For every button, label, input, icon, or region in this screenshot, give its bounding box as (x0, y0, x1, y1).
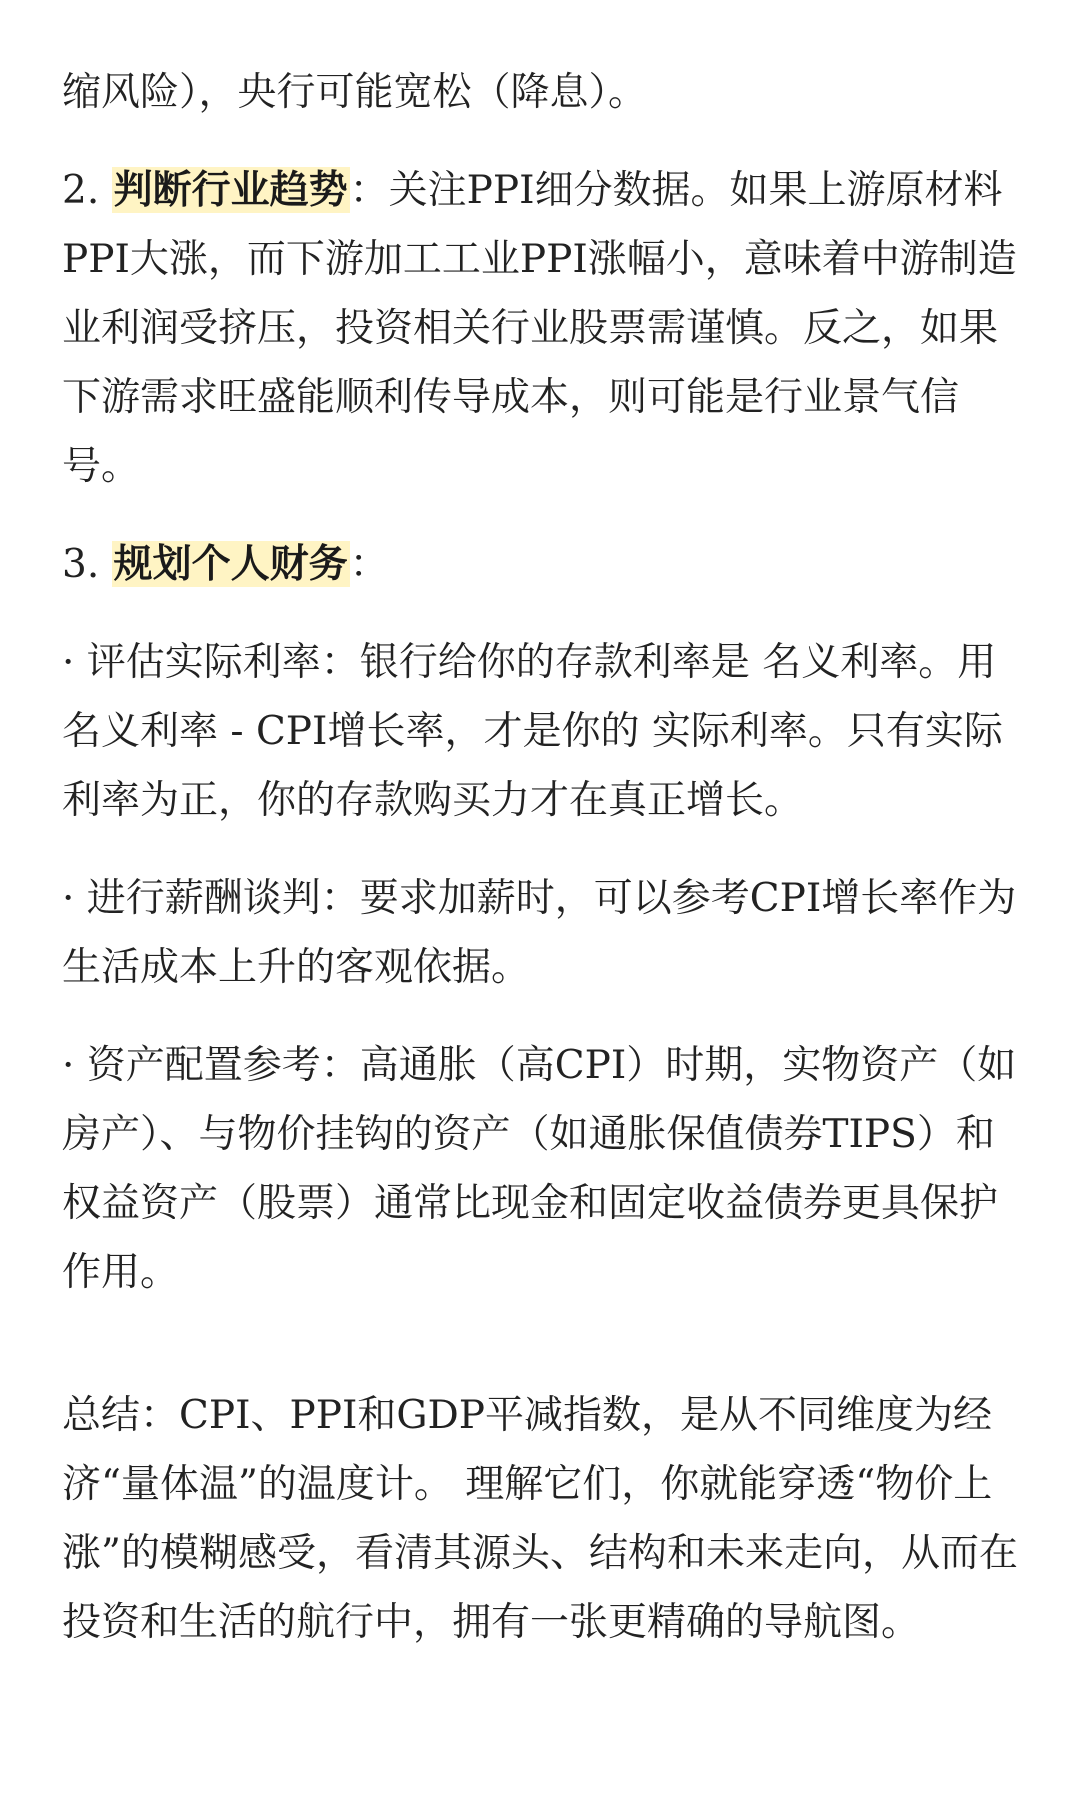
paragraph-personal-finance-heading (62, 530, 1028, 599)
paragraph-summary: 总结：CPI、PPI和GDP平减指数，是从不同维度为经济“量体温”的温度计。 理解它们，你就能穿透“物价上涨”的模糊感受，看清其源头、结构和未来走向，从而在投资和生活的航行中，拥有一张更精确的导航图。 (62, 1393, 1018, 1645)
highlight-heading-industry-trend: 判断行业趋势 (113, 167, 348, 213)
heading-colon: ： (349, 542, 389, 587)
heading-colon: ： (349, 168, 389, 213)
highlight-heading-personal-finance: 规划个人财务 (113, 541, 348, 587)
item-number: 2. (62, 168, 112, 213)
bullet-asset-allocation: · 资产配置参考：高通胀（高CPI）时期，实物资产（如房产）、与物价挂钩的资产（如通胀保值债券TIPS）和权益资产（股票）通常比现金和固定收益债券更具保护作用。 (62, 1043, 1017, 1295)
article-body (62, 58, 1028, 1686)
industry-trend-text: 关注PPI细分数据。如果上游原材料PPI大涨，而下游加工工业PPI涨幅小，意味着中游制造业利润受挤压，投资相关行业股票需谨慎。反之，如果下游需求旺盛能顺利传导成本，则可能是行业景气信号。 (62, 168, 1017, 489)
item-number: 3. (62, 542, 112, 587)
bullet-salary-negotiation: · 进行薪酬谈判：要求加薪时，可以参考CPI增长率作为生活成本上升的客观依据。 (62, 876, 1017, 990)
paragraph-risk-continuation: 缩风险），央行可能宽松（降息）。 (62, 70, 648, 115)
bullet-real-interest-rate: · 评估实际利率：银行给你的存款利率是 名义利率。用 名义利率 - CPI增长率，才是你的 实际利率。只有实际利率为正，你的存款购买力才在真正增长。 (62, 640, 1003, 823)
paragraph-industry-trend (62, 156, 1028, 501)
